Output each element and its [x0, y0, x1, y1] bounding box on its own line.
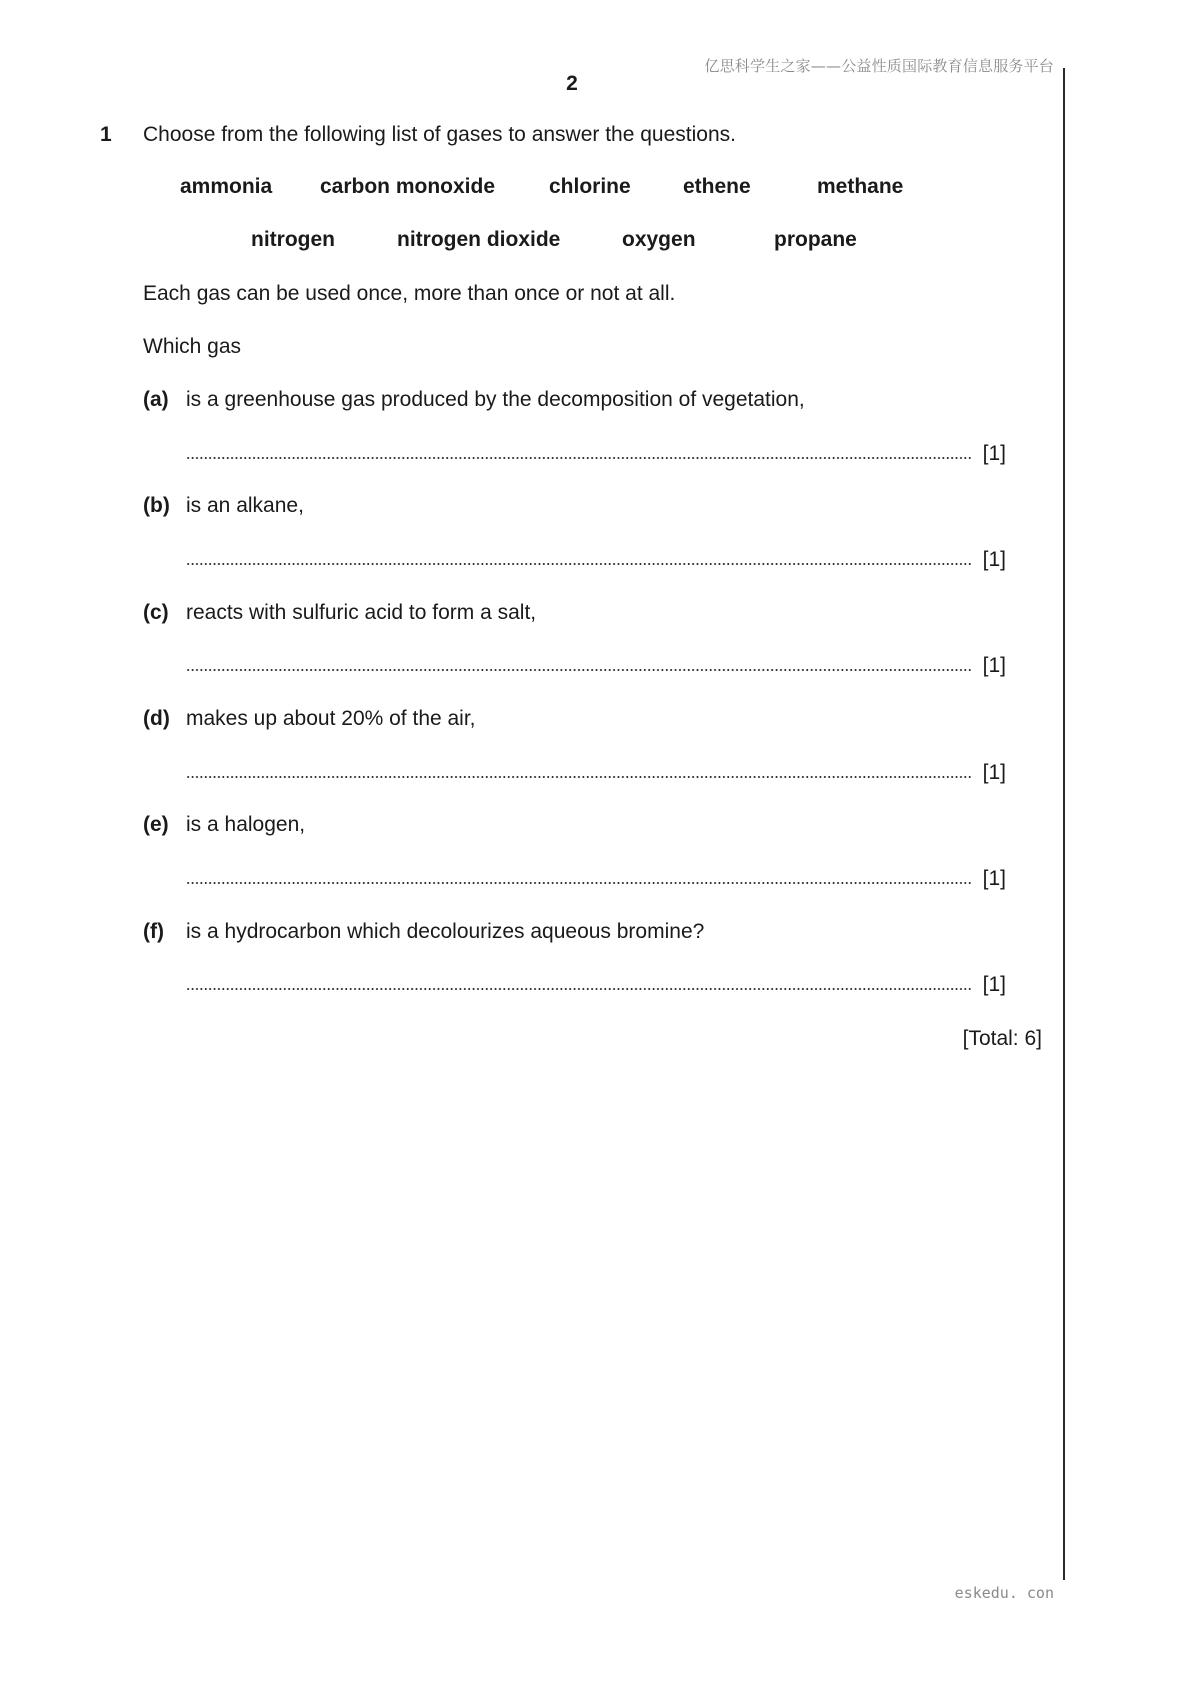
usage-note: Each gas can be used once, more than once or not at all.: [143, 282, 676, 305]
part-label-d: (d): [143, 707, 170, 730]
part-text-d: makes up about 20% of the air,: [186, 707, 476, 730]
answer-line-a[interactable]: [186, 440, 1006, 466]
part-text-a: is a greenhouse gas produced by the decomposition of vegetation,: [186, 388, 805, 411]
mark-a: [1]: [982, 442, 1006, 465]
answer-line-c[interactable]: [186, 652, 1006, 678]
gas-item: carbon monoxide: [320, 175, 496, 198]
answer-dots: [186, 668, 971, 672]
answer-dots: [186, 562, 971, 566]
part-text-c: reacts with sulfuric acid to form a salt,: [186, 601, 537, 624]
mark-c: [1]: [982, 654, 1006, 677]
footer-watermark: eskedu. con: [954, 1584, 1054, 1602]
part-label-b: (b): [143, 494, 170, 517]
gas-item: propane: [774, 228, 857, 251]
part-label-a: (a): [143, 388, 169, 411]
mark-e: [1]: [982, 867, 1006, 890]
answer-line-b[interactable]: [186, 546, 1006, 572]
margin-rule: [1063, 68, 1065, 1580]
answer-line-f[interactable]: [186, 971, 1006, 997]
part-label-e: (e): [143, 813, 169, 836]
gas-item: ethene: [683, 175, 751, 198]
total-marks: [Total: 6]: [962, 1027, 1042, 1050]
part-label-f: (f): [143, 920, 164, 943]
part-text-f: is a hydrocarbon which decolourizes aqueous bromine?: [186, 920, 705, 943]
answer-dots: [186, 775, 971, 779]
question-stem: Which gas: [143, 335, 242, 358]
gas-item: oxygen: [622, 228, 696, 251]
part-label-c: (c): [143, 601, 169, 624]
answer-dots: [186, 456, 971, 460]
header-watermark: 亿思科学生之家——公益性质国际教育信息服务平台: [704, 57, 1054, 75]
question-instruction: Choose from the following list of gases to answer the questions.: [143, 123, 736, 146]
gas-item: nitrogen: [251, 228, 335, 251]
answer-line-e[interactable]: [186, 865, 1006, 891]
mark-f: [1]: [982, 973, 1006, 996]
gas-item: chlorine: [549, 175, 631, 198]
answer-line-d[interactable]: [186, 759, 1006, 785]
question-number: 1: [100, 123, 112, 146]
part-text-e: is a halogen,: [186, 813, 306, 836]
page-number: 2: [566, 72, 578, 95]
gas-item: methane: [817, 175, 904, 198]
mark-d: [1]: [982, 761, 1006, 784]
gas-item: nitrogen dioxide: [397, 228, 561, 251]
gas-item: ammonia: [180, 175, 273, 198]
answer-dots: [186, 987, 971, 991]
part-text-b: is an alkane,: [186, 494, 304, 517]
mark-b: [1]: [982, 548, 1006, 571]
answer-dots: [186, 881, 971, 885]
